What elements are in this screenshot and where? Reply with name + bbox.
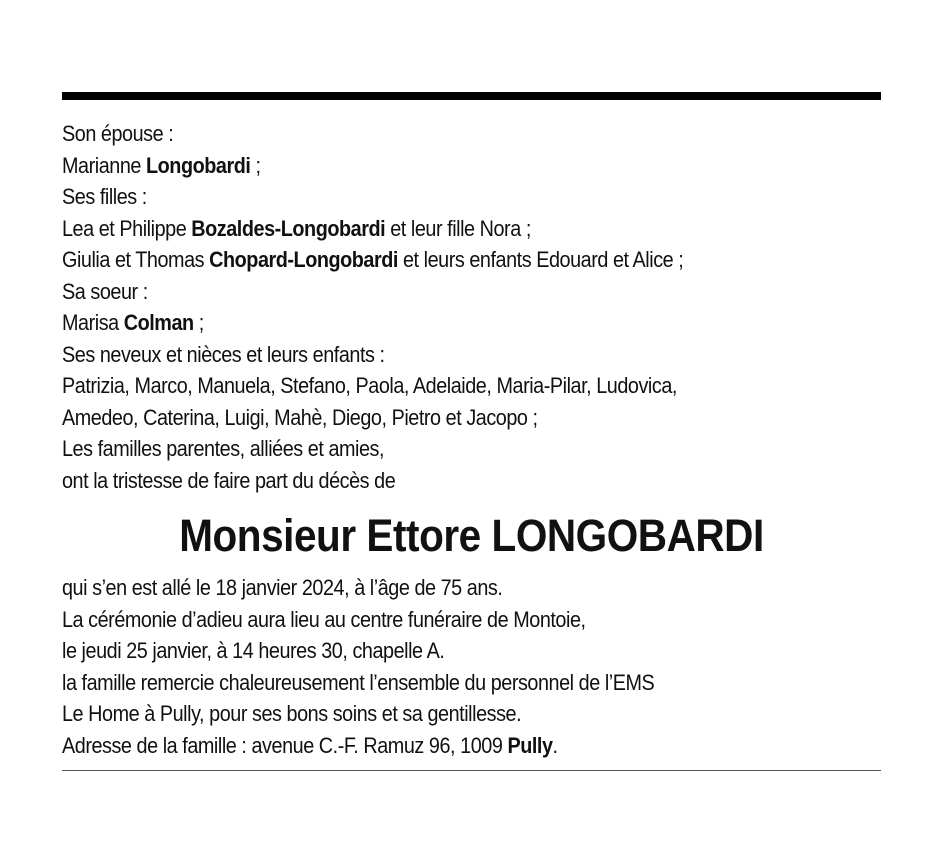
- text-line: [62, 339, 881, 371]
- text-segment: Amedeo, Caterina, Luigi, Mahè, Diego, Pietro et Jacopo ;: [62, 404, 538, 430]
- text-segment: Lea et Philippe: [62, 215, 192, 241]
- text-line: [62, 572, 881, 604]
- town: Pully: [507, 732, 553, 758]
- text-segment: et leurs enfants Edouard et Alice ;: [397, 247, 684, 272]
- text-line: [62, 150, 881, 182]
- text-line: [62, 181, 881, 213]
- text-segment: Le Home à Pully, pour ses bons soins et sa gentillesse.: [62, 701, 522, 726]
- text-segment: Patrizia, Marco, Manuela, Stefano, Paola, Adelaide, Maria-Pilar, Ludovica,: [62, 373, 677, 398]
- daughters-heading: Ses filles :: [62, 184, 147, 209]
- text-segment: qui s’en est allé le 18 janvier 2024, à l’âge de 75 ans.: [62, 575, 503, 600]
- text-segment: le jeudi 25 janvier, à 14 heures 30, chapelle A.: [62, 638, 445, 663]
- deceased-name: Monsieur Ettore LONGOBARDI: [179, 510, 764, 561]
- text-line: [62, 307, 881, 339]
- text-line: [62, 667, 881, 699]
- nephews-heading: Ses neveux et nièces et leurs enfants :: [62, 341, 385, 367]
- text-line: [62, 118, 881, 150]
- text-segment: Les familles parentes, alliées et amies,: [62, 436, 385, 461]
- death-notice: [62, 92, 881, 761]
- text-line: [62, 698, 881, 730]
- text-segment: Giulia et Thomas: [62, 247, 210, 272]
- text-line: [62, 244, 881, 276]
- text-segment: La cérémonie d’adieu aura lieu au centre funéraire de Montoie,: [62, 606, 586, 632]
- text-segment: Marianne: [62, 152, 147, 178]
- surname: Longobardi: [146, 152, 251, 178]
- text-segment: Marisa: [62, 310, 124, 335]
- text-line: [62, 433, 881, 465]
- text-line: [62, 276, 881, 308]
- family-announcement: [62, 118, 881, 496]
- text-line: [62, 213, 881, 245]
- text-segment: et leur fille Nora ;: [385, 215, 531, 241]
- text-segment: ;: [193, 310, 204, 335]
- spouse-heading: Son épouse :: [62, 121, 174, 146]
- ceremony-details: [62, 572, 881, 761]
- text-line: [62, 465, 881, 497]
- text-segment: la famille remercie chaleureusement l’ensemble du personnel de l’EMS: [62, 669, 655, 695]
- text-segment: ont la tristesse de faire part du décès de: [62, 467, 396, 493]
- text-line: [62, 402, 881, 434]
- text-line: [62, 370, 881, 402]
- text-line: [62, 604, 881, 636]
- text-segment: Adresse de la famille : avenue C.-F. Ramuz 96, 1009: [62, 732, 508, 758]
- text-line: [62, 635, 881, 667]
- top-rule: [62, 92, 881, 100]
- bottom-rule: [62, 770, 881, 771]
- surname: Colman: [123, 310, 194, 335]
- text-segment: .: [552, 732, 558, 758]
- family-address: [62, 730, 881, 762]
- text-segment: ;: [250, 152, 261, 178]
- surname: Chopard-Longobardi: [209, 247, 398, 272]
- surname: Bozaldes-Longobardi: [191, 215, 386, 241]
- sister-heading: Sa soeur :: [62, 278, 148, 304]
